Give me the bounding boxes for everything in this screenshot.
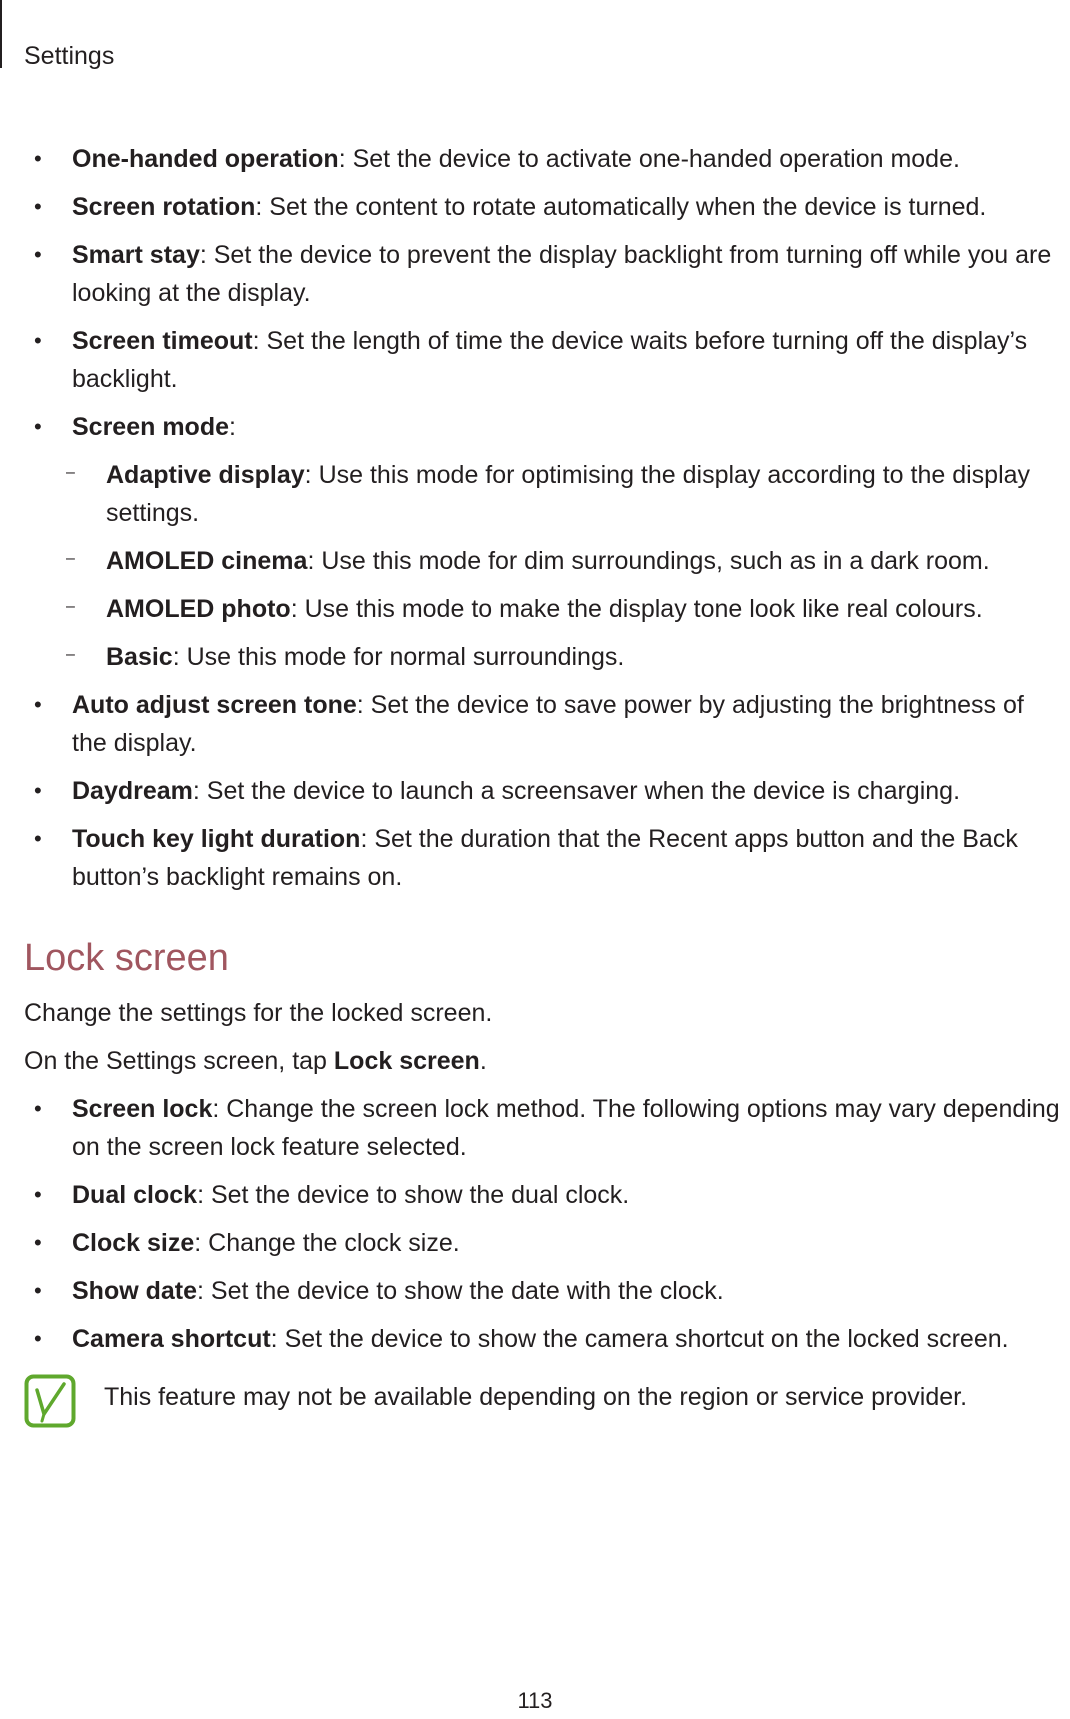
- dash: –: [66, 550, 75, 567]
- item-term: Smart stay: [72, 241, 200, 269]
- note-pencil-icon: [24, 1374, 76, 1428]
- list-item: [24, 686, 1064, 762]
- item-term: Camera shortcut: [72, 1325, 271, 1353]
- item-desc: : Set the device to launch a screensaver when the device is charging.: [192, 777, 961, 805]
- item-term: Screen lock: [72, 1095, 213, 1123]
- page-content: [24, 140, 1064, 1438]
- list-item: [24, 322, 1064, 398]
- item-desc: : Use this mode for optimising the display according to the display settings.: [106, 461, 1031, 527]
- item-term: AMOLED photo: [106, 595, 291, 623]
- bullet: •: [34, 1096, 42, 1121]
- sub-list-item: [24, 590, 1064, 628]
- instruction-term: Lock screen: [333, 1047, 480, 1075]
- item-term: Clock size: [72, 1229, 195, 1257]
- item-desc: : Set the device to save power by adjusting the brightness of the display.: [72, 691, 1024, 757]
- lock-screen-heading: Lock screen: [24, 937, 229, 979]
- list-item: [24, 772, 1064, 810]
- item-term: Auto adjust screen tone: [72, 691, 357, 719]
- bullet: •: [34, 1278, 42, 1303]
- bullet: •: [34, 1326, 42, 1351]
- item-desc: : Set the device to activate one-handed operation mode.: [338, 145, 960, 173]
- section-header: Settings: [24, 42, 115, 70]
- dash: –: [66, 646, 75, 663]
- item-desc: :: [229, 413, 236, 441]
- item-desc: : Set the device to show the camera shortcut on the locked screen.: [270, 1325, 1009, 1353]
- bullet: •: [34, 826, 42, 851]
- item-desc: : Change the clock size.: [194, 1229, 460, 1257]
- item-desc: : Set the device to show the dual clock.: [197, 1181, 630, 1209]
- lock-screen-instruction: [24, 1042, 1064, 1080]
- page-number: 113: [517, 1688, 553, 1713]
- bullet: •: [34, 146, 42, 171]
- note: [24, 1374, 1064, 1438]
- sub-list-item: [24, 638, 1064, 676]
- item-term: Dual clock: [72, 1181, 198, 1209]
- item-desc: : Set the device to show the date with the clock.: [197, 1277, 724, 1305]
- bullet: •: [34, 414, 42, 439]
- note-text: This feature may not be available depending on the region or service provider.: [104, 1383, 968, 1411]
- item-desc: : Use this mode for normal surroundings.: [172, 643, 625, 671]
- bullet: •: [34, 1230, 42, 1255]
- item-desc: : Set the duration that the Recent apps button and the Back button’s backlight remains on.: [72, 825, 1018, 891]
- list-item: [24, 236, 1064, 312]
- list-item: [24, 820, 1064, 896]
- item-term: Adaptive display: [106, 461, 305, 489]
- item-term: Screen rotation: [72, 193, 256, 221]
- list-item: [24, 408, 1064, 446]
- item-term: Screen mode: [72, 413, 230, 441]
- bullet: •: [34, 778, 42, 803]
- item-desc: : Change the screen lock method. The following options may vary depending on the screen lock feature selected.: [72, 1095, 1060, 1161]
- lock-screen-intro: Change the settings for the locked screen.: [24, 999, 493, 1027]
- item-desc: : Set the length of time the device waits before turning off the display’s backlight.: [72, 327, 1028, 393]
- bullet: •: [34, 194, 42, 219]
- bullet: •: [34, 1182, 42, 1207]
- item-desc: : Set the device to prevent the display backlight from turning off while you are looking at the display.: [72, 241, 1052, 307]
- header-rule: [0, 0, 2, 68]
- sub-list-item: [24, 456, 1064, 532]
- item-term: Show date: [72, 1277, 198, 1305]
- item-desc: : Set the content to rotate automatically when the device is turned.: [255, 193, 987, 221]
- item-term: Basic: [106, 643, 173, 671]
- item-term: One-handed operation: [72, 145, 339, 173]
- list-item: [24, 1320, 1064, 1358]
- instruction-suffix: .: [479, 1047, 487, 1075]
- list-item: [24, 1090, 1064, 1166]
- item-term: Screen timeout: [72, 327, 253, 355]
- sub-list-item: [24, 542, 1064, 580]
- list-item: [24, 1272, 1064, 1310]
- item-term: AMOLED cinema: [106, 547, 308, 575]
- bullet: •: [34, 692, 42, 717]
- dash: –: [66, 598, 75, 615]
- list-item: [24, 1176, 1064, 1214]
- list-item: [24, 140, 1064, 178]
- item-desc: : Use this mode to make the display tone look like real colours.: [290, 595, 983, 623]
- item-term: Touch key light duration: [72, 825, 361, 853]
- item-desc: : Use this mode for dim surroundings, such as in a dark room.: [307, 547, 990, 575]
- dash: –: [66, 464, 75, 481]
- instruction-prefix: On the Settings screen, tap: [24, 1047, 334, 1075]
- list-item: [24, 1224, 1064, 1262]
- item-term: Daydream: [72, 777, 193, 805]
- list-item: [24, 188, 1064, 226]
- bullet: •: [34, 242, 42, 267]
- bullet: •: [34, 328, 42, 353]
